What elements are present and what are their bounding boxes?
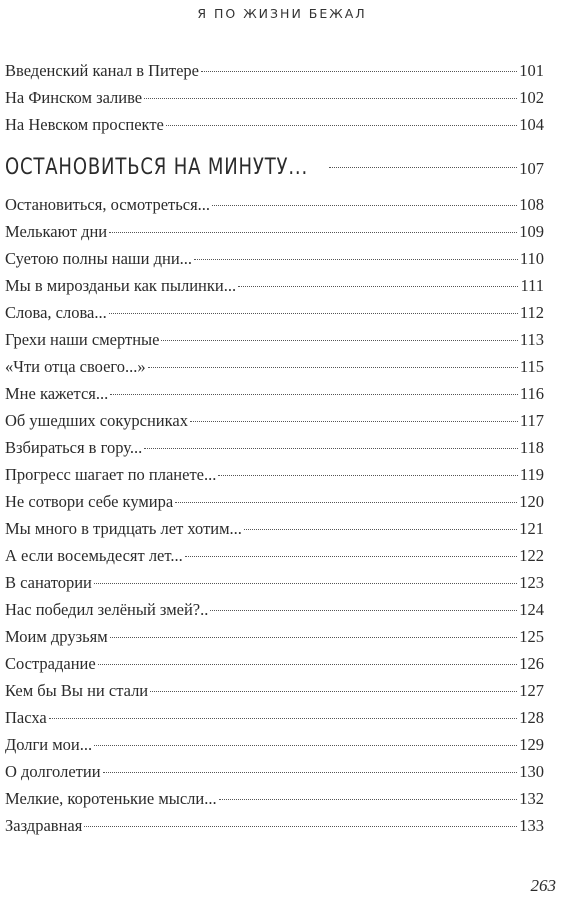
toc-entry[interactable] (5, 488, 544, 515)
toc-entry-page: 126 (519, 654, 544, 673)
toc-entry[interactable] (5, 596, 544, 623)
toc-leader-dots (49, 718, 518, 719)
toc-entry-page: 116 (519, 384, 544, 403)
toc-entry-title: Кем бы Вы ни стали (5, 681, 149, 700)
toc-leader-dots (244, 529, 517, 530)
toc-entry-page: 108 (519, 195, 544, 214)
toc-entry[interactable] (5, 111, 544, 138)
toc-entry-page: 109 (519, 222, 544, 241)
toc-leader-dots (219, 799, 518, 800)
toc-leader-dots (110, 394, 518, 395)
toc-leader-dots (185, 556, 518, 557)
toc-leader-dots (210, 610, 517, 611)
toc-entry-title: Взбираться в гору... (5, 438, 143, 457)
toc-entry-page: 101 (519, 61, 544, 80)
toc-entry-page: 125 (519, 627, 544, 646)
page-number: 263 (530, 876, 556, 895)
toc-entry-page: 111 (520, 276, 544, 295)
toc-leader-dots (161, 340, 517, 341)
section-gap (5, 138, 544, 148)
toc-entry-page: 124 (519, 600, 544, 619)
toc-leader-dots (150, 691, 517, 692)
toc-entry-title: Пасха (5, 708, 47, 727)
toc-leader-dots (190, 421, 518, 422)
toc-leader-dots (212, 205, 517, 206)
toc-entry-page: 102 (519, 88, 544, 107)
toc-leader-dots (144, 98, 517, 99)
toc-leader-dots (109, 232, 517, 233)
toc-entry-page: 132 (519, 789, 544, 808)
toc-entry[interactable] (5, 515, 544, 542)
toc-section-title: ОСТАНОВИТЬСЯ НА МИНУТУ... (5, 155, 309, 180)
running-head: Я ПО ЖИЗНИ БЕЖАЛ (197, 6, 367, 21)
toc-entry-title: В санатории (5, 573, 92, 592)
toc-leader-dots (166, 125, 517, 126)
toc-entry-title: Прогресс шагает по планете... (5, 465, 217, 484)
toc-entry-title: О долголетии (5, 762, 101, 781)
toc-entry-title: Остановиться, осмотреться... (5, 195, 211, 214)
toc-entry-page: 122 (519, 546, 544, 565)
toc-entry[interactable] (5, 218, 544, 245)
toc-entry-page: 110 (519, 249, 544, 268)
toc-entry[interactable] (5, 326, 544, 353)
toc-leader-dots (94, 745, 517, 746)
toc-entry[interactable] (5, 353, 544, 380)
toc-entry-title: Сострадание (5, 654, 96, 673)
toc-entry[interactable] (5, 272, 544, 299)
toc-entry[interactable] (5, 191, 544, 218)
toc-entry-title: Мы в мирозданьи как пылинки... (5, 276, 237, 295)
toc-entry-title: Долги мои... (5, 735, 93, 754)
toc-entry[interactable] (5, 245, 544, 272)
toc-entry[interactable] (5, 677, 544, 704)
table-of-contents (5, 57, 544, 839)
toc-entry[interactable] (5, 57, 544, 84)
toc-entry-title: Заздравная (5, 816, 83, 835)
toc-leader-dots (103, 772, 518, 773)
toc-group-after (5, 191, 544, 839)
toc-entry-title: Грехи наши смертные (5, 330, 160, 349)
toc-entry-page: 115 (519, 357, 544, 376)
toc-entry-title: Мы много в тридцать лет хотим... (5, 519, 242, 538)
toc-entry[interactable] (5, 650, 544, 677)
toc-entry-page: 128 (519, 708, 544, 727)
toc-entry-title: «Чти отца своего...» (5, 357, 146, 376)
toc-entry[interactable] (5, 731, 544, 758)
toc-entry-title: Суетою полны наши дни... (5, 249, 193, 268)
toc-leader-dots (84, 826, 517, 827)
toc-entry-title: Введенский канал в Питере (5, 61, 199, 80)
toc-entry[interactable] (5, 704, 544, 731)
toc-section-page: 107 (519, 159, 544, 178)
toc-entry-title: На Финском заливе (5, 88, 143, 107)
toc-entry-title: А если восемьдесят лет... (5, 546, 183, 565)
toc-entry-page: 117 (519, 411, 544, 430)
toc-entry-title: Мне кажется... (5, 384, 109, 403)
toc-leader-dots (329, 167, 518, 168)
toc-leader-dots (148, 367, 518, 368)
toc-entry[interactable] (5, 461, 544, 488)
toc-entry-page: 120 (519, 492, 544, 511)
toc-entry-title: Слова, слова... (5, 303, 107, 322)
toc-entry-page: 129 (519, 735, 544, 754)
toc-entry-title: Не сотвори себе кумира (5, 492, 174, 511)
toc-entry-title: Об ушедших сокурсниках (5, 411, 188, 430)
toc-leader-dots (194, 259, 518, 260)
toc-leader-dots (175, 502, 517, 503)
toc-leader-dots (110, 637, 518, 638)
toc-leader-dots (218, 475, 517, 476)
toc-entry-title: Моим друзьям (5, 627, 108, 646)
toc-leader-dots (201, 71, 517, 72)
toc-entry-page: 112 (519, 303, 544, 322)
toc-leader-dots (144, 448, 518, 449)
toc-entry[interactable] (5, 380, 544, 407)
toc-entry[interactable] (5, 785, 544, 812)
toc-entry-page: 127 (519, 681, 544, 700)
toc-entry-page: 123 (519, 573, 544, 592)
toc-entry-page: 119 (519, 465, 544, 484)
toc-leader-dots (109, 313, 518, 314)
toc-entry[interactable] (5, 623, 544, 650)
toc-entry[interactable] (5, 407, 544, 434)
toc-entry[interactable] (5, 84, 544, 111)
toc-leader-dots (238, 286, 518, 287)
toc-group-before (5, 57, 544, 138)
toc-entry[interactable] (5, 299, 544, 326)
toc-entry[interactable] (5, 758, 544, 785)
toc-entry[interactable] (5, 542, 544, 569)
toc-entry-title: Мелкие, коротенькие мысли... (5, 789, 217, 808)
toc-entry-title: На Невском проспекте (5, 115, 164, 134)
toc-entry-page: 133 (519, 816, 544, 835)
toc-entry[interactable] (5, 434, 544, 461)
toc-entry-page: 118 (519, 438, 544, 457)
toc-entry-title: Нас победил зелёный змей?.. (5, 600, 209, 619)
toc-entry-page: 130 (519, 762, 544, 781)
toc-leader-dots (94, 583, 517, 584)
toc-entry-page: 121 (519, 519, 544, 538)
toc-section-heading[interactable] (5, 148, 544, 188)
toc-entry[interactable] (5, 812, 544, 839)
toc-entry[interactable] (5, 569, 544, 596)
toc-leader-dots (98, 664, 518, 665)
toc-entry-page: 113 (519, 330, 544, 349)
toc-entry-title: Мелькают дни (5, 222, 108, 241)
toc-entry-page: 104 (519, 115, 544, 134)
